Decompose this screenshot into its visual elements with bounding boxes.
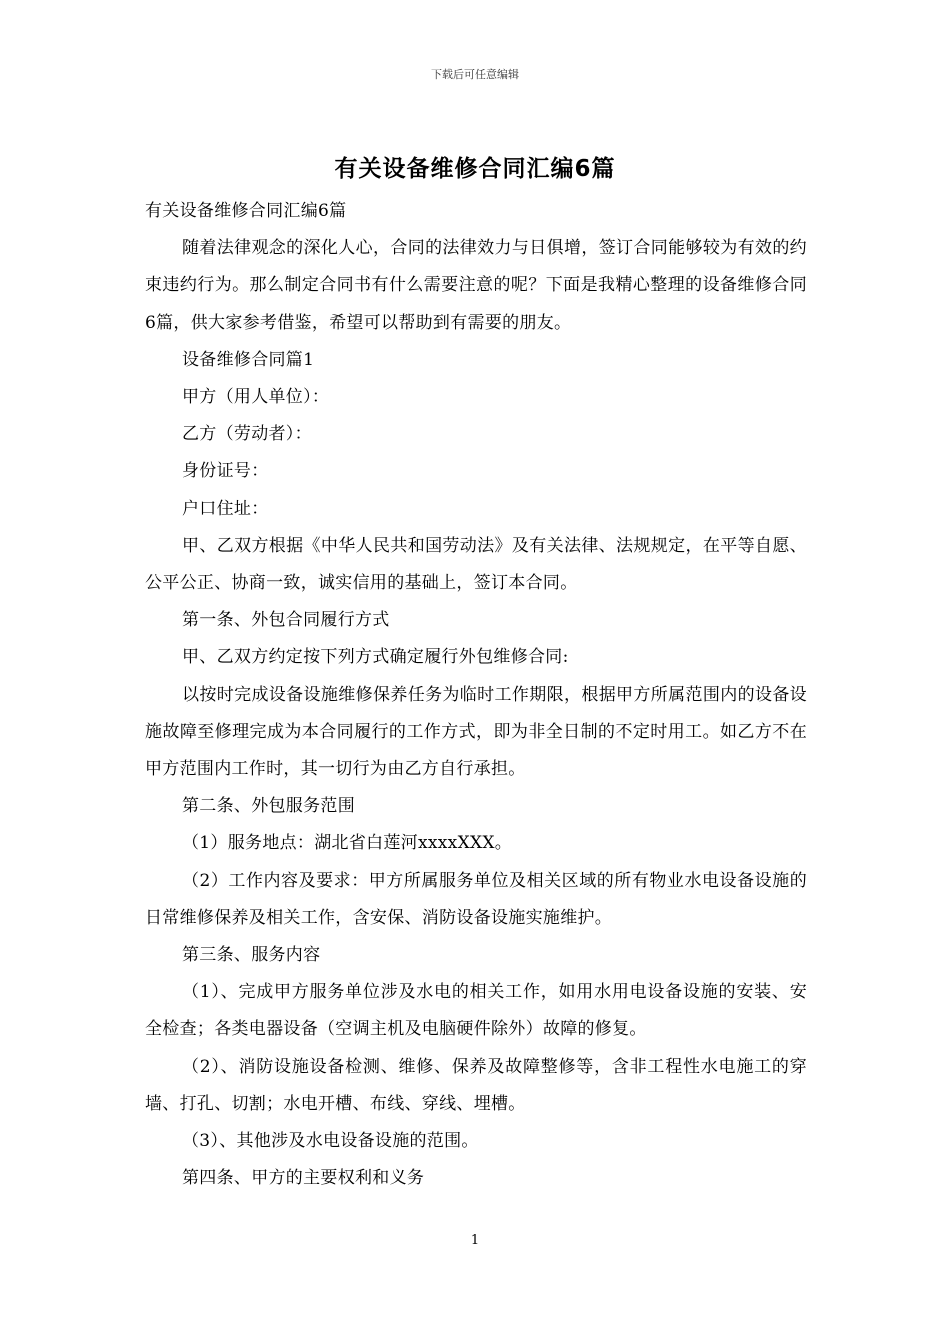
paragraph: （1）、完成甲方服务单位涉及水电的相关工作，如用水用电设备设施的安装、安全检查；各类电器设备（空调主机及电脑硬件除外）故障的修复。: [145, 982, 807, 1040]
document-title: 有关设备维修合同汇编6篇: [334, 156, 616, 182]
paragraph: 身份证号：: [182, 461, 269, 482]
page-header: 下载后可任意编辑: [431, 68, 519, 81]
paragraph: 随着法律观念的深化人心，合同的法律效力与日俱增，签订合同能够较为有效的约束违约行为。那么制定合同书有什么需要注意的呢？下面是我精心整理的设备维修合同6篇，供大家参考借鉴，希望可以帮助到有需要的朋友。: [145, 238, 807, 333]
paragraph: （3）、其他涉及水电设备设施的范围。: [182, 1131, 479, 1152]
paragraph: 甲、乙双方约定按下列方式确定履行外包维修合同:: [182, 647, 569, 668]
paragraph: 甲方（用人单位）：: [182, 387, 330, 408]
paragraph: 第三条、服务内容: [182, 945, 321, 966]
paragraph: 以按时完成设备设施维修保养任务为临时工作期限，根据甲方所属范围内的设备设施故障至修理完成为本合同履行的工作方式，即为非全日制的不定时用工。如乙方不在甲方范围内工作时，其一切行为由乙方自行承担。: [145, 684, 807, 780]
paragraph: （2）、消防设施设备检测、维修、保养及故障整修等，含非工程性水电施工的穿墙、打孔、切割；水电开槽、布线、穿线、埋槽。: [145, 1056, 807, 1114]
paragraph: 有关设备维修合同汇编6篇: [145, 201, 347, 221]
page-number: 1: [470, 1233, 480, 1248]
paragraph: 第四条、甲方的主要权利和义务: [182, 1168, 425, 1189]
paragraph: （1）服务地点：湖北省白莲河xxxxXXX。: [182, 833, 513, 854]
paragraph: 甲、乙双方根据《中华人民共和国劳动法》及有关法律、法规规定，在平等自愿、公平公正、协商一致，诚实信用的基础上，签订本合同。: [145, 535, 807, 594]
paragraph: 设备维修合同篇1: [182, 349, 315, 370]
paragraph: （2）工作内容及要求：甲方所属服务单位及相关区域的所有物业水电设备设施的日常维修保养及相关工作，含安保、消防设备设施实施维护。: [145, 870, 807, 928]
paragraph: 户口住址：: [182, 498, 269, 519]
paragraph: 第一条、外包合同履行方式: [182, 610, 390, 631]
paragraph: 乙方（劳动者）：: [182, 424, 312, 445]
paragraph: 第二条、外包服务范围: [182, 796, 355, 817]
document-body: [145, 193, 807, 1197]
